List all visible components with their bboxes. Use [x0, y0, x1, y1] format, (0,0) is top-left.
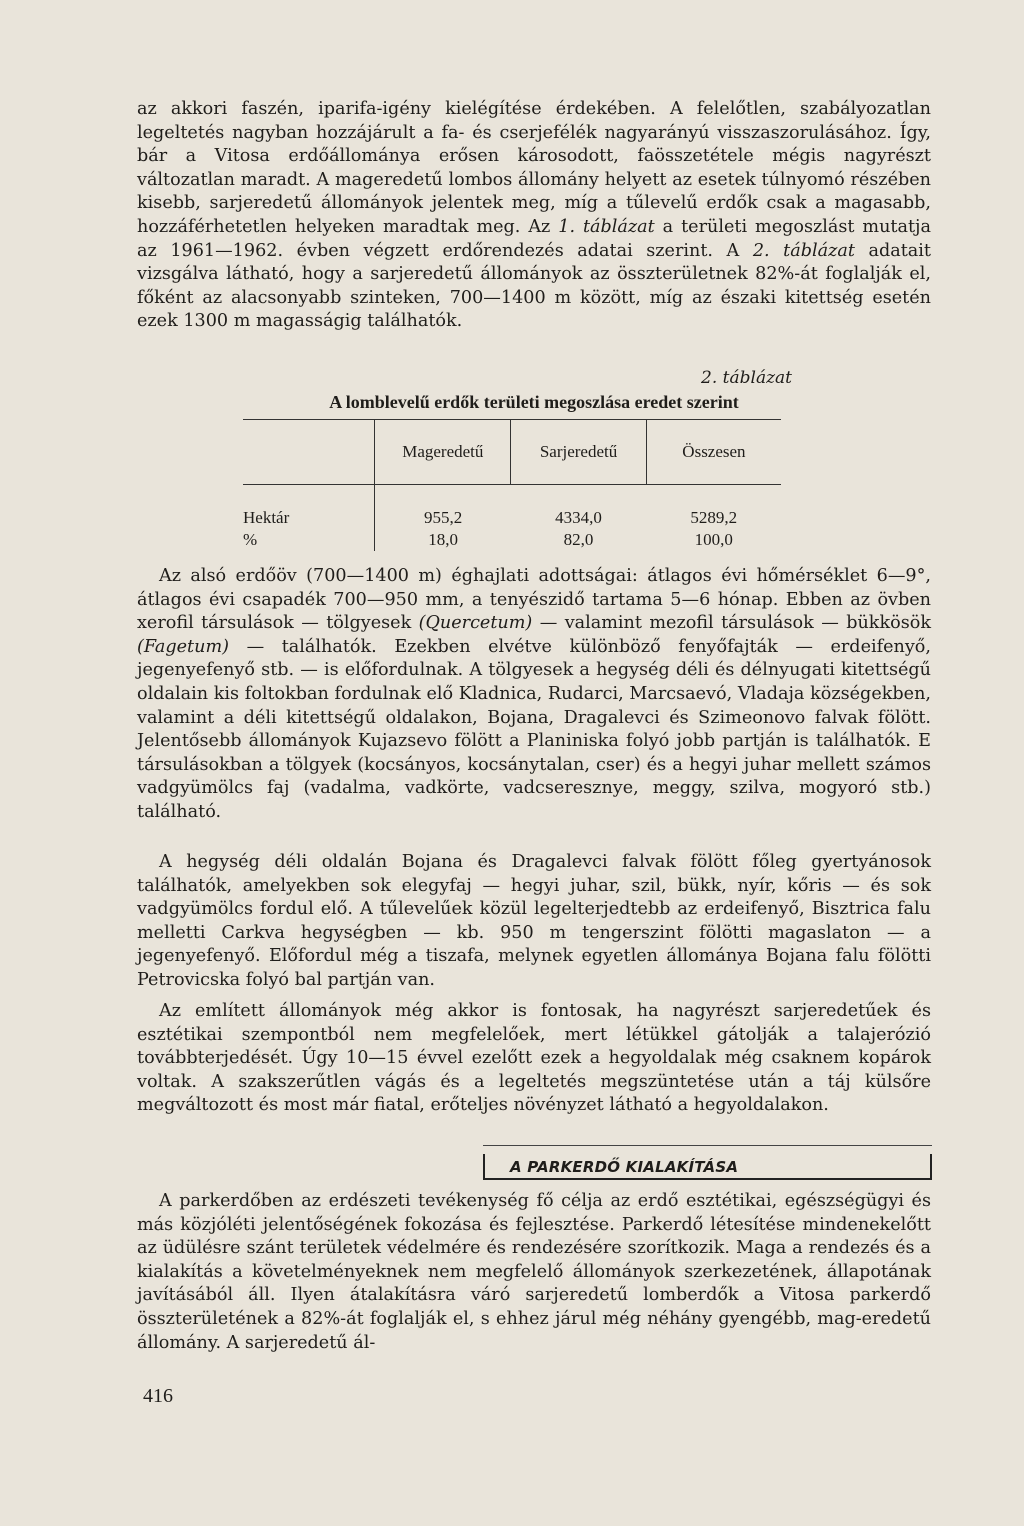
- paragraph-2-text-b: — valamint mezofil társulások — bükkösök: [532, 613, 931, 634]
- paragraph-4-text: Az említett állományok még akkor is fontosak, ha nagyrészt sarjeredetűek és esztétikai szempontból nem megfelelőek, mert létükkel gátolják a talajerózió továbbterjedését. Úgy 10—15 évvel ezelőtt ezek a hegyoldalak még csaknem kopárok voltak. A szakszerűtlen vágás és a legeltetés megszüntetése után a táj külsőre megváltozott és most már fiatal, erőteljes növényzet látható a hegyoldalakon.: [137, 1001, 931, 1116]
- paragraph-3: [137, 851, 931, 993]
- paragraph-2-italic-a: (Quercetum): [418, 613, 533, 634]
- table-spacer-cell: [375, 485, 511, 508]
- paragraph-4: [137, 1000, 931, 1118]
- paragraph-1-text-c: adatait vizsgálva látható, hogy a sarjeredetű állományok az összterületnek 82%-át foglalják el, főként az alacsonyabb szinteken, 700—1400 m között, míg az északi kitettség esetén ezek 1300 m magasságig találhatók.: [137, 240, 931, 332]
- section-heading: A PARKERDŐ KIALAKÍTÁSA: [510, 1158, 739, 1176]
- section-heading-rule: [483, 1145, 932, 1146]
- table-row: [243, 507, 781, 529]
- table-cell: 18,0: [375, 529, 511, 551]
- table-cell: 5289,2: [690, 508, 738, 527]
- table-cell: 4334,0: [555, 508, 602, 527]
- table-spacer-row: [243, 485, 781, 508]
- paragraph-1-text-b: a területi megoszlást mutatja az 1961—1962. évben végzett erdőrendezés adatai szerint. A: [137, 216, 931, 261]
- paragraph-1-italic-b: 2. táblázat: [752, 240, 855, 261]
- paragraph-2: [137, 565, 931, 825]
- paragraph-1: [137, 98, 931, 334]
- table-spacer-cell: [243, 485, 375, 508]
- paragraph-5: [137, 1190, 931, 1355]
- paragraph-2-text-a: Az alsó erdőöv (700—1400 m) éghajlati adottságai: átlagos évi hőmérséklet 6—9°, átlagos évi csapadék 700—950 mm, a tenyészidő tartama 5—6 hónap. Ebben az övben xerofil társulások — tölgyesek: [137, 566, 931, 634]
- page-number: 416: [143, 1385, 173, 1407]
- paragraph-1-italic-a: 1. táblázat: [558, 216, 655, 237]
- paragraph-1-text-a: az akkori faszén, iparifa-igény kielégítése érdekében. A felelőtlen, szabályozatlan legeltetés nagyban hozzájárult a fa- és cserjefélék nagyarányú visszaszorulásához. Így, bár a Vitosa erdőállománya erősen károsodott, faösszetétele mégis nagyrészt változatlan maradt. A mageredetű lombos állomány helyett az esetek túlnyomó részében kisebb, sarjeredetű állományok jelentek meg, míg a tűlevelű erdők csak a magasabb, hozzáférhetetlen helyeken maradtak meg. Az: [137, 99, 931, 237]
- paragraph-2-italic-b: (Fagetum): [137, 636, 229, 657]
- data-table: [243, 419, 781, 551]
- paragraph-2-text-c: — találhatók. Ezekben elvétve különböző fenyőfajták — erdeifenyő, jegenyefenyő stb. — is előfordulnak. A tölgyesek a hegység déli és délnyugati kitettségű oldalain kis foltokban fordulnak elő Kladnica, Rudarci, Marcsaevó, Vladaja községekben, valamint a déli kitettségű oldalakon, Bojana, Dragalevci és Szimeonovo falvak fölött. Jelentősebb állományok Kujazsevo fölött a Planiniska folyó jobb partján is találhatók. E társulásokban a tölgyek (kocsányos, kocsánytalan, cser) és a hegyi juhar mellett számos vadgyümölcs faj (vadalma, vadkörte, vadcseresznye, meggy, szilva, mogyoró stb.) található.: [137, 636, 931, 822]
- column-header: Összesen: [646, 420, 781, 485]
- column-header: Sarjeredetű: [511, 420, 647, 485]
- table-spacer-cell: [511, 485, 647, 508]
- row-header: Hektár: [243, 508, 290, 527]
- row-header: %: [243, 530, 258, 549]
- column-header: Mageredetű: [375, 420, 511, 485]
- table-label: 2. táblázat: [701, 368, 792, 388]
- table-cell: 955,2: [375, 507, 511, 529]
- paragraph-3-text: A hegység déli oldalán Bojana és Dragalevci falvak fölött főleg gyertyánosok találhatók, amelyekben sok elegyfaj — hegyi juhar, szil, bükk, nyír, kőris — és sok vadgyümölcs fordul elő. A tűlevelűek közül legelterjedtebb az erdeifenyő, Bisztrica falu melletti Carkva hegységben — kb. 950 m tengerszint fölötti magaslaton — a jegenyefenyő. Előfordul még a tiszafa, melynek egyetlen állománya Bojana falu fölötti Petrovicska folyó bal partján van.: [137, 852, 931, 990]
- paragraph-5-text: A parkerdőben az erdészeti tevékenység fő célja az erdő esztétikai, egészségügyi és más közjóléti jelentőségének fokozása és fejlesztése. Parkerdő létesítése mindenekelőtt az üdülésre szánt területek védelmére és rendezésére szorítkozik. Maga a rendezés és a kialakítás a követelményeknek nem megfelelő állományok szerkezetének, állapotának javításából áll. Ilyen átalakításra váró sarjeredetű lomberdők a Vitosa parkerdő összterületének a 82%-át foglalják el, s ehhez járul még néhány gyengébb, mag-eredetű állomány. A sarjeredetű ál-: [137, 1191, 931, 1353]
- table-title: A lomblevelű erdők területi megoszlása eredet szerint: [329, 392, 739, 412]
- table-spacer-cell: [646, 485, 781, 508]
- table-row: [243, 529, 781, 551]
- table-header-corner: [243, 420, 375, 485]
- table-cell: 82,0: [563, 530, 594, 549]
- table-header-row: [243, 420, 781, 485]
- table-cell: 100,0: [694, 530, 733, 549]
